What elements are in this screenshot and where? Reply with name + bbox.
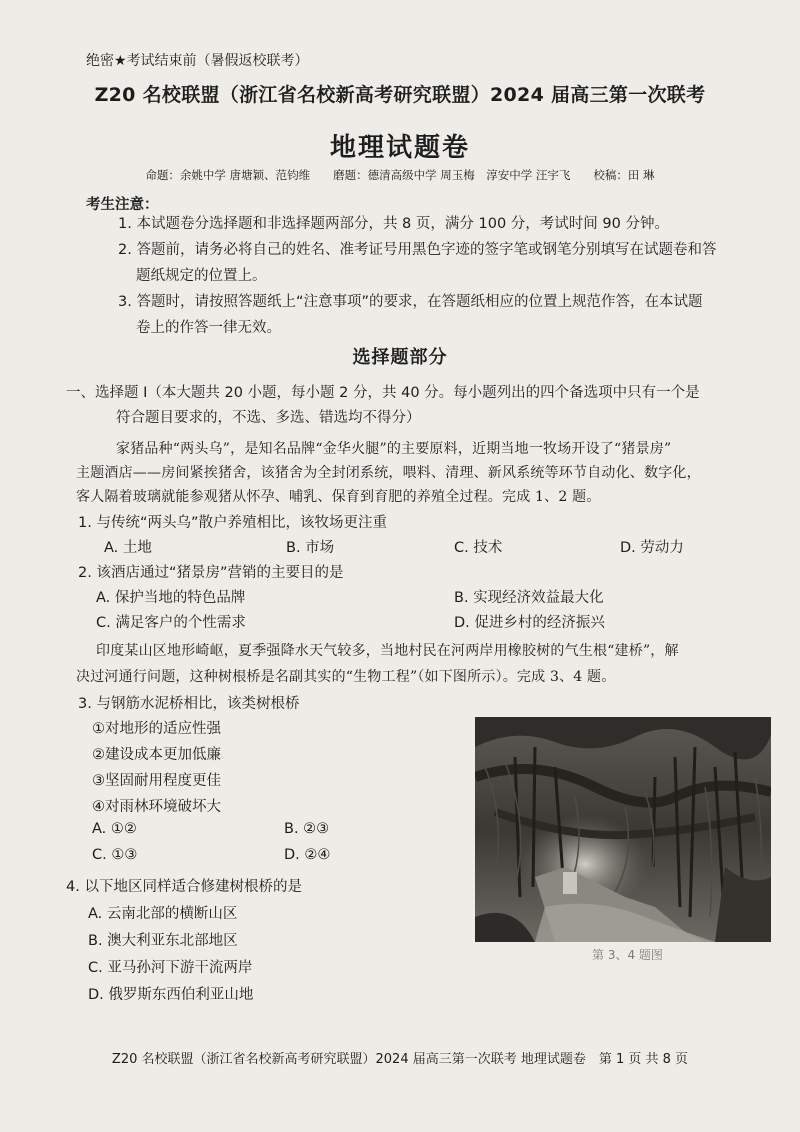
notice-item-3-cont: 卷上的作答一律无效。 (136, 320, 281, 336)
figure-caption: 第 3、4 题图 (592, 948, 663, 962)
question-3-statement-3: ③坚固耐用程度更佳 (92, 773, 221, 789)
notice-item-1: 1. 本试题卷分选择题和非选择题两部分，共 8 页，满分 100 分，考试时间 90 分钟。 (118, 216, 669, 232)
root-bridge-photo (475, 717, 771, 942)
question-3-option-c: C. ①③ (92, 847, 138, 863)
question-3-option-a: A. ①② (92, 821, 137, 837)
credits-line: 命题：余姚中学 唐塘颖、范钧维 磨题：德清高级中学 周玉梅 淳安中学 汪宇飞 校稿：田 琳 (145, 168, 655, 182)
root-bridge-illustration (475, 717, 771, 942)
notice-heading: 考生注意： (86, 197, 159, 213)
part-instructions: 一、选择题 I（本大题共 20 小题，每小题 2 分，共 40 分。每小题列出的四个备选项中只有一个是 (66, 385, 700, 401)
exam-title: Z20 名校联盟（浙江省名校新高考研究联盟）2024 届高三第一次联考 (94, 84, 706, 106)
question-3-option-d: D. ②④ (284, 847, 331, 863)
notice-item-2-cont: 题纸规定的位置上。 (136, 268, 267, 284)
question-4-option-b: B. 澳大利亚东北部地区 (88, 933, 238, 949)
material-1-line-1: 家猪品种“两头乌”，是知名品牌“金华火腿”的主要原料，近期当地一牧场开设了“猪景房” (116, 441, 672, 457)
paper-title: 地理试题卷 (329, 133, 470, 163)
part-instructions-cont: 符合题目要求的，不选、多选、错选均不得分） (116, 410, 421, 426)
material-1-line-3: 客人隔着玻璃就能参观猪从怀孕、哺乳、保育到育肥的养殖全过程。完成 1、2 题。 (76, 489, 601, 505)
notice-item-3: 3. 答题时，请按照答题纸上“注意事项”的要求，在答题纸相应的位置上规范作答，在本试题 (118, 294, 703, 310)
question-2-option-b: B. 实现经济效益最大化 (454, 590, 604, 606)
section-heading: 选择题部分 (352, 347, 448, 368)
question-2-option-c: C. 满足客户的个性需求 (96, 615, 246, 631)
question-3-statement-1: ①对地形的适应性强 (92, 721, 221, 737)
question-1-stem: 1. 与传统“两头乌”散户养殖相比，该牧场更注重 (78, 515, 387, 531)
page-footer: Z20 名校联盟（浙江省名校新高考研究联盟）2024 届高三第一次联考 地理试题卷 第 1 页 共 8 页 (111, 1052, 689, 1067)
notice-item-2: 2. 答题前，请务必将自己的姓名、准考证号用黑色字迹的签字笔或钢笔分别填写在试题卷和答 (118, 242, 717, 258)
question-1-option-a: A. 土地 (104, 540, 152, 556)
question-4-option-c: C. 亚马孙河下游干流两岸 (88, 960, 253, 976)
material-1-line-2: 主题酒店——房间紧挨猪舍，该猪舍为全封闭系统，喂料、清理、新风系统等环节自动化、数字化， (76, 465, 701, 481)
material-2-line-2: 决过河通行问题，这种树根桥是名副其实的“生物工程”（如下图所示）。完成 3、4 题。 (76, 669, 616, 685)
question-4-option-a: A. 云南北部的横断山区 (88, 906, 238, 922)
material-2-line-1: 印度某山区地形崎岖，夏季强降水天气较多，当地村民在河两岸用橡胶树的气生根“建桥”，解 (96, 643, 679, 659)
question-2-stem: 2. 该酒店通过“猪景房”营销的主要目的是 (78, 565, 344, 581)
question-3-option-b: B. ②③ (284, 821, 330, 837)
question-1-option-d: D. 劳动力 (620, 540, 684, 556)
question-4-option-d: D. 俄罗斯东西伯利亚山地 (88, 987, 254, 1003)
confidential-label: 绝密★考试结束前（暑假返校联考） (86, 53, 309, 69)
question-2-option-a: A. 保护当地的特色品牌 (96, 590, 246, 606)
question-4-stem: 4. 以下地区同样适合修建树根桥的是 (66, 879, 302, 895)
question-3-statement-4: ④对雨林环境破坏大 (92, 799, 221, 815)
question-2-option-d: D. 促进乡村的经济振兴 (454, 615, 605, 631)
question-3-stem: 3. 与钢筋水泥桥相比，该类树根桥 (78, 696, 300, 712)
question-3-statement-2: ②建设成本更加低廉 (92, 747, 221, 763)
question-1-option-b: B. 市场 (286, 540, 335, 556)
question-1-option-c: C. 技术 (454, 540, 503, 556)
